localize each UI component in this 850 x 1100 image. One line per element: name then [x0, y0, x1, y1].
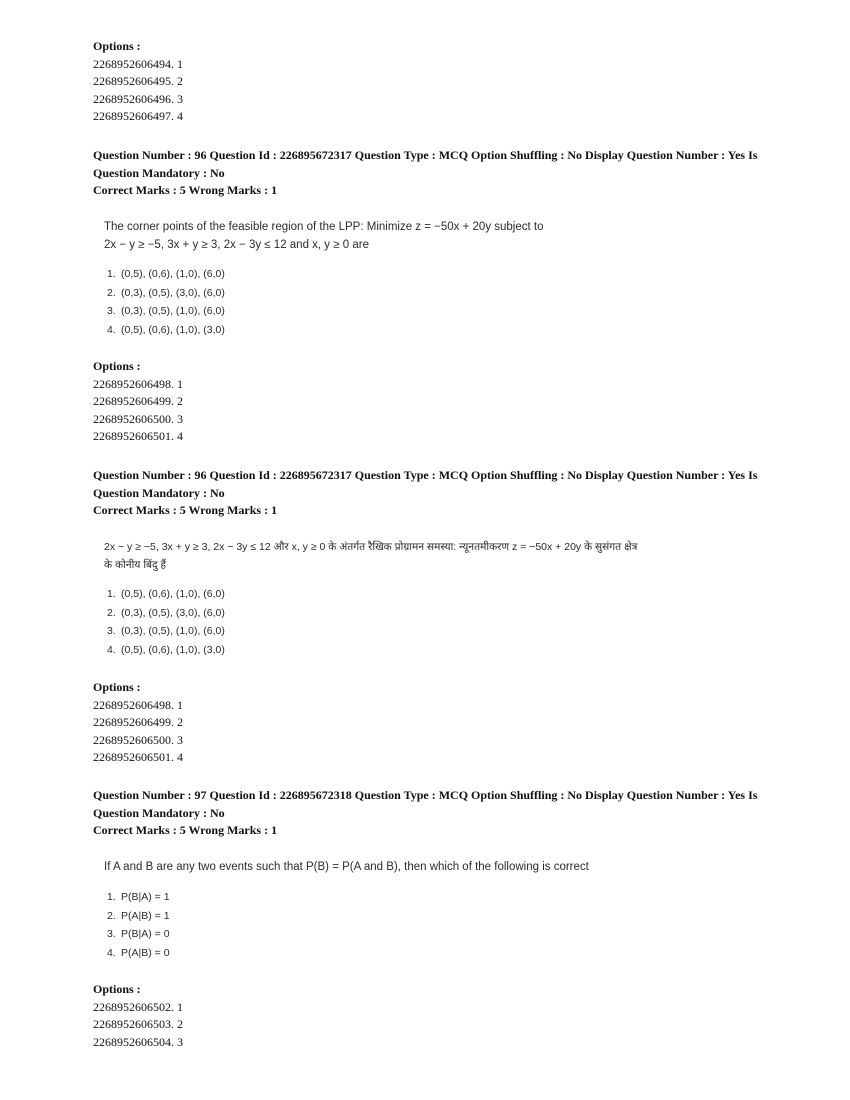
answer-choice: 3. (0,3), (0,5), (1,0), (6,0) — [107, 305, 225, 317]
answer-choice: 4. (0,5), (0,6), (1,0), (3,0) — [107, 323, 225, 336]
answer-choices — [107, 265, 225, 339]
options-label: Options : — [93, 359, 141, 373]
option-item: 2268952606501. 4 — [93, 750, 183, 764]
options-block — [93, 981, 183, 1051]
options-block-top — [93, 38, 183, 126]
option-item: 2268952606498. 1 — [93, 376, 183, 391]
options-label: Options : — [93, 39, 141, 53]
question-meta: Question Number : 96 Question Id : 226895672317 Question Type : MCQ Option Shuffling : No Display Question Number : Yes Is — [93, 148, 758, 162]
question-header — [93, 787, 757, 840]
option-item: 2268952606500. 3 — [93, 732, 183, 747]
answer-choice: 1. (0,5), (0,6), (1,0), (6,0) — [107, 588, 225, 600]
answer-choice: 2. P(A|B) = 1 — [107, 909, 170, 922]
question-meta: Question Number : 96 Question Id : 226895672317 Question Type : MCQ Option Shuffling : No Display Question Number : Yes Is — [93, 468, 758, 482]
option-item: 2268952606500. 3 — [93, 411, 183, 426]
options-label: Options : — [93, 982, 141, 996]
option-item: 2268952606502. 1 — [93, 999, 183, 1014]
answer-choice: 3. P(B|A) = 0 — [107, 928, 170, 940]
option-item: 2268952606496. 3 — [93, 91, 183, 106]
question-header — [93, 147, 757, 200]
question-text-line: 2x − y ≥ −5, 3x + y ≥ 3, 2x − 3y ≤ 12 और x, y ≥ 0 के अंतर्गत रैखिक प्रोग्रामन समस्या: न्यूनतमीकरण z = −50x + 20y के सुसंगत क्षेत्र — [104, 541, 638, 553]
option-item: 2268952606497. 4 — [93, 109, 183, 123]
question-text — [104, 859, 784, 877]
question-text-line: के कोनीय बिंदु हैं — [104, 558, 167, 571]
question-header — [93, 467, 757, 520]
option-item: 2268952606495. 2 — [93, 74, 183, 88]
answer-choice: 2. (0,3), (0,5), (3,0), (6,0) — [107, 606, 225, 619]
answer-choice: 4. (0,5), (0,6), (1,0), (3,0) — [107, 643, 225, 656]
question-marks: Correct Marks : 5 Wrong Marks : 1 — [93, 183, 278, 197]
question-text-line: The corner points of the feasible region of the LPP: Minimize z = −50x + 20y subject to — [104, 221, 544, 233]
question-mandatory: Question Mandatory : No — [93, 165, 225, 180]
answer-choice: 4. P(A|B) = 0 — [107, 946, 170, 959]
answer-choice: 1. (0,5), (0,6), (1,0), (6,0) — [107, 268, 225, 280]
options-block — [93, 679, 183, 767]
option-item: 2268952606498. 1 — [93, 697, 183, 712]
answer-choice: 1. P(B|A) = 1 — [107, 891, 170, 903]
question-text — [104, 219, 784, 254]
options-label: Options : — [93, 680, 141, 694]
option-item: 2268952606499. 2 — [93, 715, 183, 729]
answer-choices — [107, 888, 170, 962]
question-mandatory: Question Mandatory : No — [93, 805, 225, 820]
question-text — [104, 539, 784, 574]
question-mandatory: Question Mandatory : No — [93, 485, 225, 500]
option-item: 2268952606503. 2 — [93, 1017, 183, 1031]
question-text-line: 2x − y ≥ −5, 3x + y ≥ 3, 2x − 3y ≤ 12 and x, y ≥ 0 are — [104, 238, 369, 251]
option-item: 2268952606499. 2 — [93, 394, 183, 408]
options-block — [93, 358, 183, 446]
question-text-line: If A and B are any two events such that P(B) = P(A and B), then which of the following is correct — [104, 861, 589, 873]
answer-choice: 2. (0,3), (0,5), (3,0), (6,0) — [107, 286, 225, 299]
option-item: 2268952606501. 4 — [93, 429, 183, 443]
option-item: 2268952606504. 3 — [93, 1034, 183, 1049]
question-marks: Correct Marks : 5 Wrong Marks : 1 — [93, 823, 278, 837]
answer-choices — [107, 585, 225, 659]
question-meta: Question Number : 97 Question Id : 226895672318 Question Type : MCQ Option Shuffling : No Display Question Number : Yes Is — [93, 788, 758, 802]
option-item: 2268952606494. 1 — [93, 56, 183, 71]
question-marks: Correct Marks : 5 Wrong Marks : 1 — [93, 503, 278, 517]
answer-choice: 3. (0,3), (0,5), (1,0), (6,0) — [107, 625, 225, 637]
